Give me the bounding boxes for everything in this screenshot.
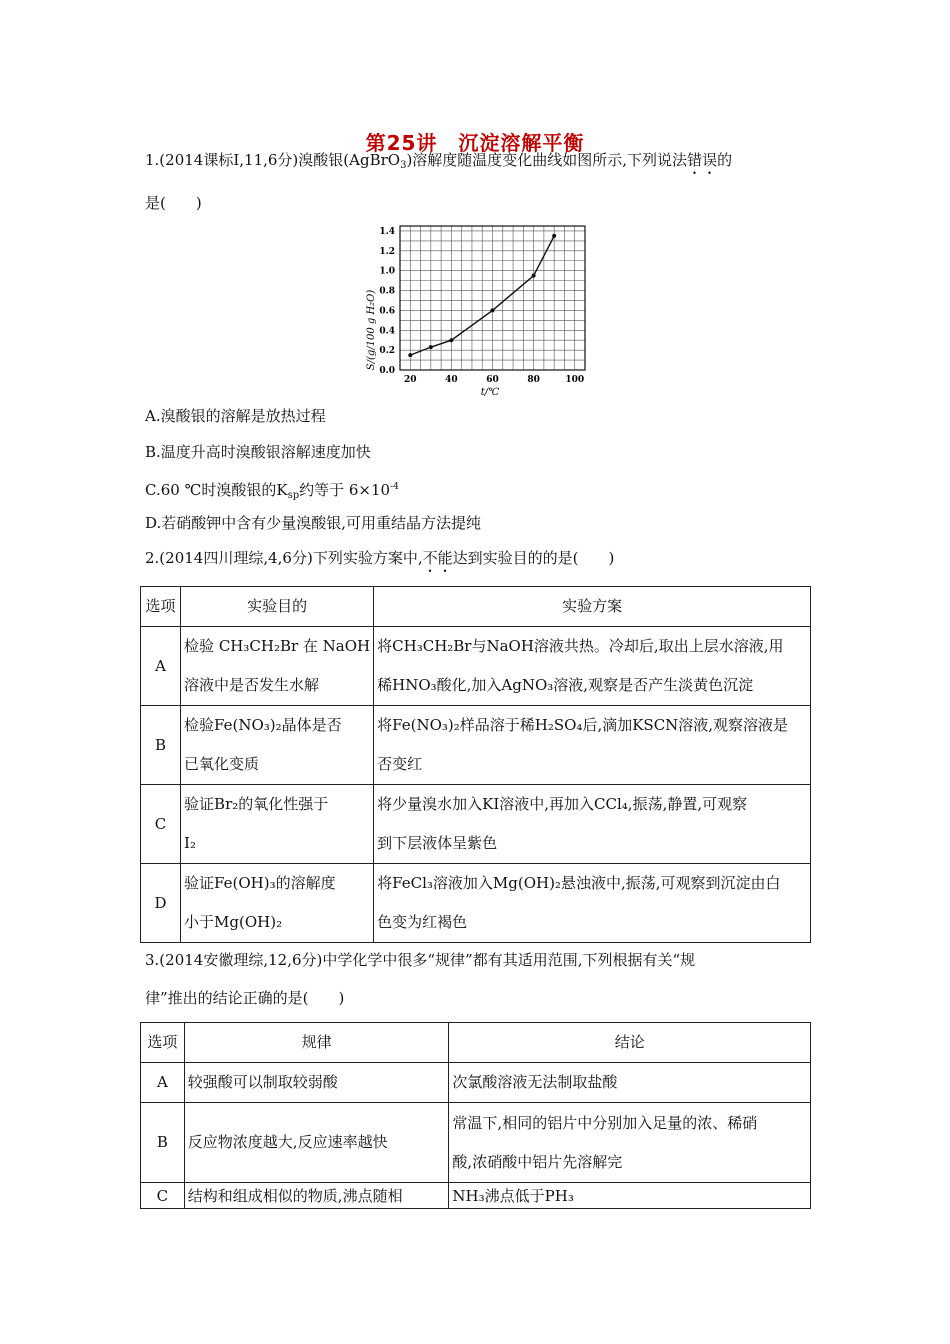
q3-header-conclusion: 结论 [449, 1023, 811, 1063]
q3-stem-line2: 律”推出的结论正确的是( ) [145, 989, 345, 1007]
table-row [141, 1183, 811, 1209]
chart-ytick-label: 0.0 [379, 366, 395, 376]
q2-row-option: B [141, 706, 181, 785]
chart-data-point [491, 308, 495, 312]
q2-row-option: A [141, 627, 181, 706]
chart-ytick-label: 1.4 [379, 226, 395, 237]
q2-row-purpose: 检验 CH₃CH₂Br 在 NaOH 溶液中是否发生水解 [181, 627, 374, 706]
q2-row-purpose: 验证Fe(OH)₃的溶解度 小于Mg(OH)₂ [181, 864, 374, 943]
chart-ytick-label: 0.2 [379, 346, 395, 357]
q3-row-option: A [141, 1063, 185, 1103]
chart-data-point [429, 345, 433, 349]
q2-row-plan: 将FeCl₃溶液加入Mg(OH)₂悬浊液中,振荡,可观察到沉淀由白 色变为红褐色 [374, 864, 811, 943]
chart-data-point [532, 274, 536, 278]
q3-row-conclusion: NH₃沸点低于PH₃ [449, 1183, 811, 1209]
q3-row-rule: 反应物浓度越大,反应速率越快 [184, 1103, 449, 1183]
q2-header-plan: 实验方案 [374, 587, 811, 627]
q2-stem: 2.(2014四川理综,4,6分)下列实验方案中,不能达到实验目的的是( ) [145, 549, 615, 567]
chart-xtick-label: 20 [404, 375, 417, 385]
chart-xtick-label: 40 [445, 375, 458, 385]
q2-row-option: C [141, 785, 181, 864]
q3-header-rule: 规律 [184, 1023, 449, 1063]
q3-row-rule: 结构和组成相似的物质,沸点随相 [184, 1183, 449, 1209]
q1-stem-line2: 是( ) [145, 194, 202, 212]
chart-xtick-label: 100 [565, 375, 585, 385]
chart-ytick-label: 1.2 [379, 246, 395, 257]
q2-row-plan: 将Fe(NO₃)₂样品溶于稀H₂SO₄后,滴加KSCN溶液,观察溶液是 否变红 [374, 706, 811, 785]
q3-row-conclusion: 次氯酸溶液无法制取盐酸 [449, 1063, 811, 1103]
q2-table [140, 586, 811, 943]
q2-row-plan: 将CH₃CH₂Br与NaOH溶液共热。冷却后,取出上层水溶液,用 稀HNO₃酸化,加入AgNO₃溶液,观察是否产生淡黄色沉淀 [374, 627, 811, 706]
chart-ytick-label: 1.0 [379, 266, 395, 277]
q3-header-option: 选项 [141, 1023, 185, 1063]
chart-ylabel: S/(g/100 g H₂O) [366, 289, 377, 371]
q2-row-purpose: 检验Fe(NO₃)₂晶体是否 已氧化变质 [181, 706, 374, 785]
q1-stem-line1: 1.(2014课标Ⅰ,11,6分)溴酸银(AgBrO$_3$)溶解度随温度变化曲线如图所示,下列说法错误的 [145, 151, 733, 171]
table-row [141, 785, 811, 864]
q2-row-option: D [141, 864, 181, 943]
page-title: 第25讲 沉淀溶解平衡 [365, 131, 585, 155]
table-row [141, 627, 811, 706]
q1-emphasis: 错误 [687, 151, 718, 169]
q1-option-c: C.60 ℃时溴酸银的$K_{sp}$约等于 $6\times 10^{-4}$ [145, 481, 399, 501]
q1-option-a: A.溴酸银的溶解是放热过程 [145, 407, 326, 425]
q2-emphasis: 不能 [422, 549, 453, 567]
q3-row-option: B [141, 1103, 185, 1183]
q3-row-option: C [141, 1183, 185, 1209]
q1-option-d: D.若硝酸钾中含有少量溴酸银,可用重结晶方法提纯 [145, 514, 482, 532]
table-row [141, 1103, 811, 1183]
chart-data-point [449, 338, 453, 342]
q3-stem-line1: 3.(2014安徽理综,12,6分)中学化学中很多“规律”都有其适用范围,下列根据有关“规 [145, 951, 696, 969]
q2-header-purpose: 实验目的 [181, 587, 374, 627]
chart-ytick-label: 0.8 [379, 286, 395, 297]
table-row [141, 864, 811, 943]
chart-xtick-label: 60 [486, 375, 499, 385]
table-row [141, 1063, 811, 1103]
chart-xtick-label: 80 [527, 375, 540, 385]
table-row [141, 706, 811, 785]
q3-table [140, 1022, 811, 1209]
q2-header-option: 选项 [141, 587, 181, 627]
chart-data-point [408, 353, 412, 357]
chart-data-point [552, 234, 556, 238]
chart-ytick-label: 0.6 [379, 306, 395, 317]
chart-xlabel: t/℃ [480, 387, 500, 398]
chart-ytick-label: 0.4 [379, 326, 395, 337]
q3-row-rule: 较强酸可以制取较弱酸 [184, 1063, 449, 1103]
q1-option-b: B.温度升高时溴酸银溶解速度加快 [145, 443, 371, 461]
q3-row-conclusion: 常温下,相同的铝片中分别加入足量的浓、稀硝 酸,浓硝酸中铝片先溶解完 [449, 1103, 811, 1183]
q2-row-purpose: 验证Br₂的氧化性强于 I₂ [181, 785, 374, 864]
q2-row-plan: 将少量溴水加入KI溶液中,再加入CCl₄,振荡,静置,可观察 到下层液体呈紫色 [374, 785, 811, 864]
solubility-chart [360, 220, 620, 400]
